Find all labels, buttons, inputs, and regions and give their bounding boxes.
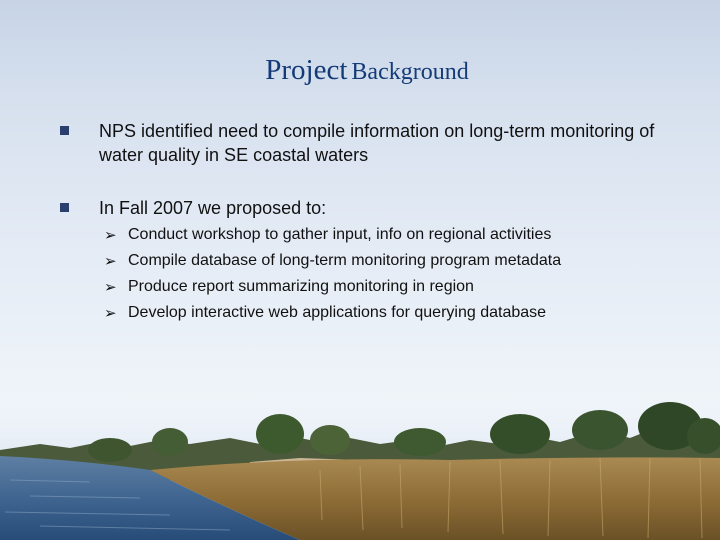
sub-bullet-text: Conduct workshop to gather input, info on regional activities bbox=[128, 226, 552, 243]
square-bullet-icon bbox=[60, 203, 69, 212]
sub-bullet-item bbox=[104, 274, 694, 300]
bullet-item bbox=[60, 196, 680, 220]
sub-bullet-text: Develop interactive web applications for querying database bbox=[128, 304, 547, 321]
coastal-marsh-photo bbox=[0, 400, 720, 540]
sub-bullet-list bbox=[104, 222, 694, 326]
bullet-text: In Fall 2007 we proposed to: bbox=[99, 198, 327, 218]
title-word-project: Project bbox=[265, 54, 348, 86]
square-bullet-icon bbox=[60, 126, 69, 135]
arrow-bullet-icon: ➢ bbox=[104, 226, 117, 244]
sub-bullet-item bbox=[104, 300, 694, 326]
bullet-text: NPS identified need to compile information on long-term monitoring of water quality in SE coastal waters bbox=[99, 121, 655, 165]
arrow-bullet-icon: ➢ bbox=[104, 278, 117, 296]
arrow-bullet-icon: ➢ bbox=[104, 252, 117, 270]
bullet-item bbox=[60, 119, 680, 167]
title-word-background: Background bbox=[351, 59, 469, 85]
slide-title bbox=[0, 54, 720, 87]
arrow-bullet-icon: ➢ bbox=[104, 304, 117, 322]
sub-bullet-text: Produce report summarizing monitoring in region bbox=[128, 278, 474, 295]
sub-bullet-item bbox=[104, 222, 694, 248]
sub-bullet-text: Compile database of long-term monitoring program metadata bbox=[128, 252, 562, 269]
sub-bullet-item bbox=[104, 248, 694, 274]
